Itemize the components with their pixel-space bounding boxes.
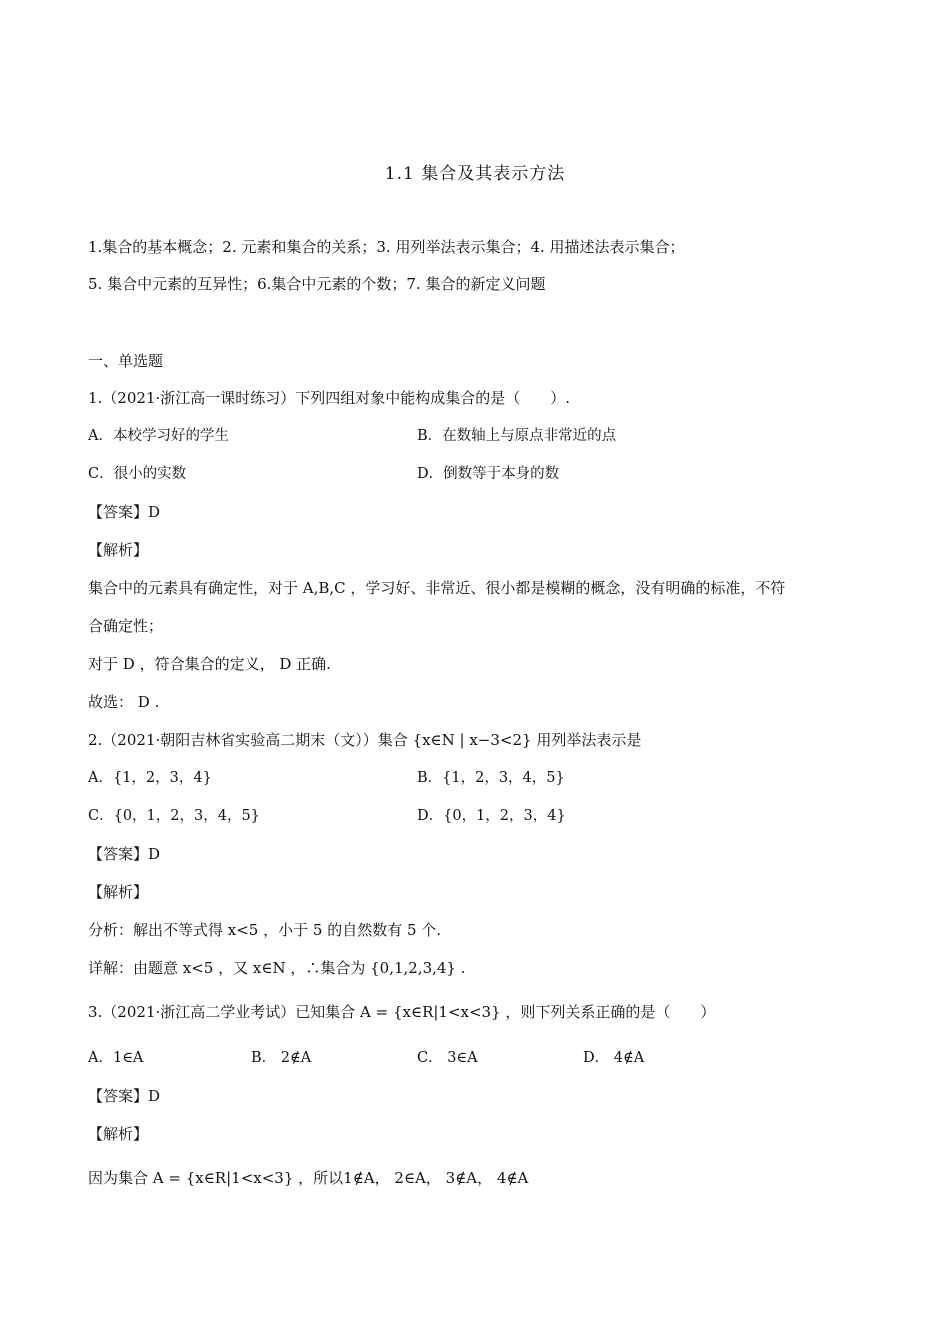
q1-answer-value: D: [148, 503, 161, 521]
q2-analysis-line-2: 详解：由题意 x<5 ，又 x∈N ，∴集合为 {0,1,2,3,4} .: [88, 959, 466, 977]
q3-option-a: A．1∈A: [88, 1050, 144, 1066]
q1-analysis-line-4: 故选： D .: [88, 693, 160, 711]
q3-stem: 3.（2021·浙江高二学业考试）已知集合 A = {x∈R|1<x<3} ，则下列关系正确的是（ ）: [88, 1003, 716, 1021]
q2-answer: [88, 843, 160, 865]
q1-analysis-line-3: 对于 D ，符合集合的定义， D 正确.: [88, 655, 331, 673]
q1-option-d: D．倒数等于本身的数: [417, 466, 560, 482]
q3-answer-value: D: [148, 1087, 161, 1105]
q2-stem: 2.（2021·朝阳吉林省实验高二期末（文））集合 {x∈N | x−3<2} 用列举法表示是: [88, 731, 642, 749]
answer-label: 【答案】: [88, 503, 149, 521]
answer-label: 【答案】: [88, 1087, 149, 1105]
q1-option-c: C．很小的实数: [88, 466, 187, 482]
section-heading: 一、单选题: [88, 352, 164, 370]
page-title: 1.1 集合及其表示方法: [384, 164, 566, 184]
q3-analysis-label: 【解析】: [88, 1125, 149, 1143]
q1-analysis-line-1: 集合中的元素具有确定性，对于 A,B,C ，学习好、非常近、很小都是模糊的概念，没有明确的标准，不符: [88, 579, 786, 597]
q3-option-c: C． 3∈A: [417, 1050, 478, 1066]
q1-stem: 1.（2021·浙江高一课时练习）下列四组对象中能构成集合的是（ ）.: [88, 389, 571, 407]
q1-answer: [88, 501, 160, 523]
outline-line-2: 5. 集合中元素的互异性；6.集合中元素的个数；7. 集合的新定义问题: [88, 275, 546, 293]
q2-answer-value: D: [148, 845, 161, 863]
outline-line-1: 1.集合的基本概念；2. 元素和集合的关系；3. 用列举法表示集合；4. 用描述法表示集合；: [88, 238, 685, 256]
q2-option-a: A．{1，2，3，4}: [88, 770, 212, 786]
q1-option-b: B．在数轴上与原点非常近的点: [417, 428, 617, 444]
q3-answer: [88, 1085, 160, 1107]
q3-analysis-line-1: 因为集合 A = {x∈R|1<x<3} ，所以1∉A， 2∈A， 3∉A， 4∉A: [88, 1169, 529, 1187]
q3-option-b: B． 2∉A: [251, 1050, 312, 1066]
q3-option-d: D． 4∉A: [583, 1050, 645, 1066]
q2-analysis-label: 【解析】: [88, 883, 149, 901]
q2-analysis-line-1: 分析：解出不等式得 x<5 ，小于 5 的自然数有 5 个.: [88, 921, 442, 939]
q2-option-b: B．{1，2，3，4，5}: [417, 770, 565, 786]
q1-option-a: A．本校学习好的学生: [88, 428, 229, 444]
q2-option-c: C．{0，1，2，3，4，5}: [88, 808, 260, 824]
q1-analysis-line-2: 合确定性；: [88, 617, 164, 635]
q1-analysis-label: 【解析】: [88, 541, 149, 559]
q2-option-d: D．{0，1，2，3，4}: [417, 808, 566, 824]
answer-label: 【答案】: [88, 845, 149, 863]
